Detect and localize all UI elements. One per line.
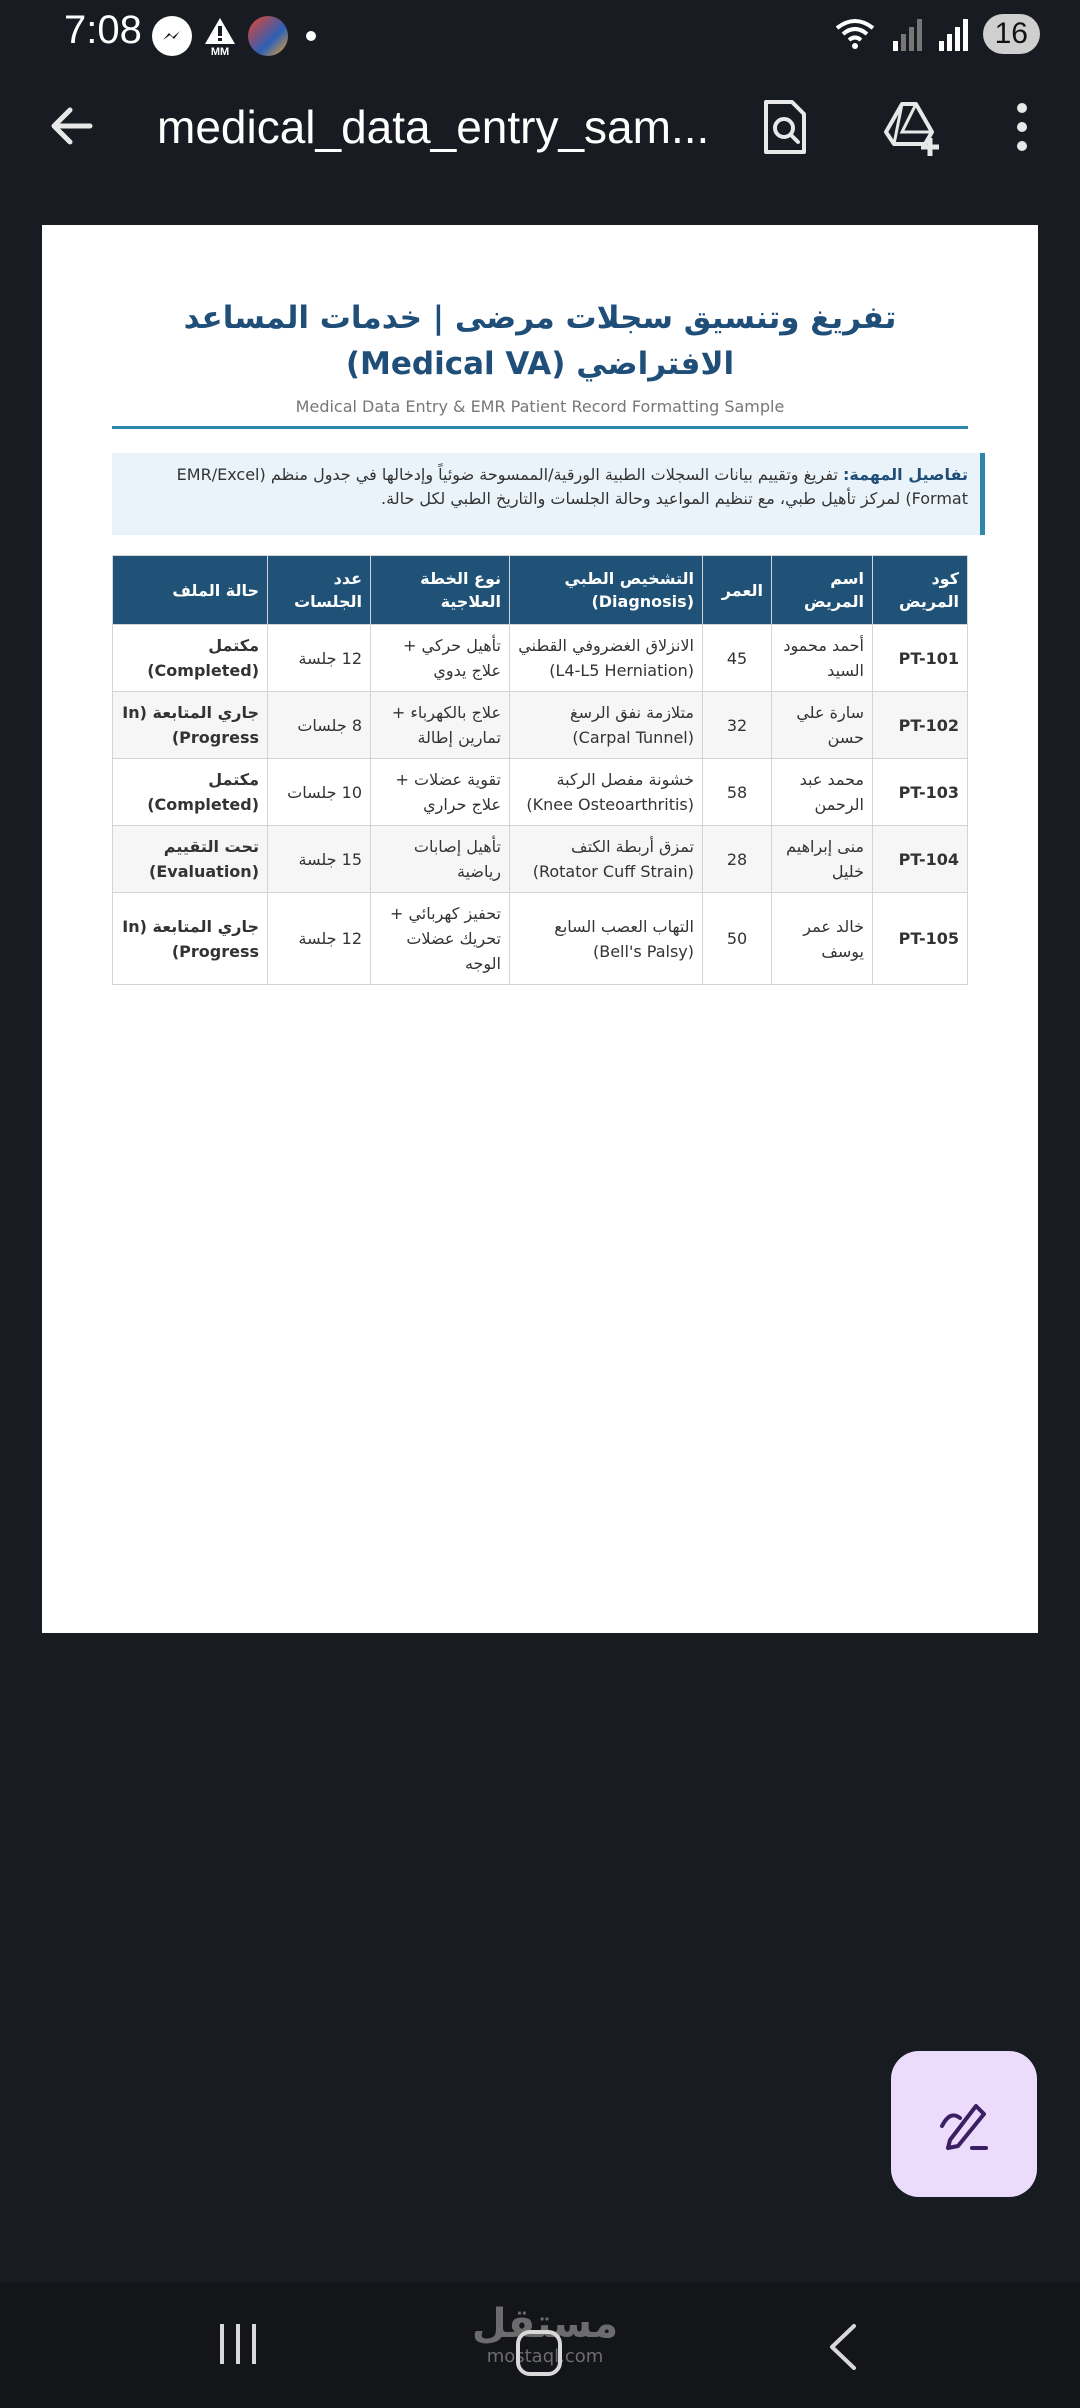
column-header-sessions: عدد الجلسات [268,556,371,625]
patient-diagnosis: متلازمة نفق الرسغ (Carpal Tunnel) [510,692,703,759]
status-bar [0,0,1080,70]
file-status: تحت التقييم (Evaluation) [113,826,268,893]
more-vert-icon [1012,102,1032,152]
table-row [113,625,968,692]
patient-diagnosis: تمزق أربطة الكتف (Rotator Cuff Strain) [510,826,703,893]
treatment-plan: تأهيل إصابات رياضية [371,826,510,893]
document-header [112,295,968,429]
nav-back-icon[interactable] [826,2322,858,2372]
treatment-plan: تحفيز كهربائي + تحريك عضلات الوجه [371,893,510,985]
treatment-plan: علاج بالكهرباء + تمارين إطالة [371,692,510,759]
file-status: جاري المتابعة (In Progress) [113,692,268,759]
treatment-plan: تأهيل حركي + علاج يدوي [371,625,510,692]
patient-age: 50 [703,893,772,985]
patient-name: خالد عمر يوسف [772,893,873,985]
document-subtitle: Medical Data Entry & EMR Patient Record Formatting Sample [295,397,785,416]
column-header-code: كود المريض [873,556,968,625]
app-bar [0,70,1080,180]
system-icons [833,14,1040,54]
patient-age: 45 [703,625,772,692]
back-arrow-icon [40,94,104,158]
column-header-name: اسم المريض [772,556,873,625]
messenger-icon [152,16,192,56]
patient-diagnosis: التهاب العصب السابع (Bell's Palsy) [510,893,703,985]
table-row [113,826,968,893]
watermark-arabic: مستقل [471,2301,619,2347]
session-count: 12 جلسة [268,893,371,985]
patient-diagnosis: خشونة مفصل الركبة (Knee Osteoarthritis) [510,759,703,826]
svg-text:MM: MM [210,46,230,56]
table-row [113,692,968,759]
status-time: 7:08 [64,8,142,52]
patient-age: 58 [703,759,772,826]
more-notifications-dot [306,31,316,41]
patient-name: أحمد محمود السيد [772,625,873,692]
patient-code: PT-104 [873,826,968,893]
notification-icons [152,16,316,56]
patient-code: PT-101 [873,625,968,692]
file-status: مكتمل (Completed) [113,625,268,692]
heading-line-2: الافتراضي (Medical VA) [345,346,735,382]
wifi-icon [833,16,877,52]
header-divider [112,426,968,429]
session-count: 10 جلسات [268,759,371,826]
patient-age: 28 [703,826,772,893]
table-header-row [113,556,968,625]
patient-age: 32 [703,692,772,759]
heading-line-1: تفريغ وتنسيق سجلات مرضى | خدمات المساعد [183,300,897,336]
task-label: تفاصيل المهمة: [843,465,968,484]
recents-icon[interactable] [218,2322,258,2366]
document-search-icon [760,98,810,156]
patient-diagnosis: الانزلاق الغضروفي القطني (L4-L5 Herniation) [510,625,703,692]
patient-code: PT-103 [873,759,968,826]
back-button[interactable] [40,94,104,158]
session-count: 15 جلسة [268,826,371,893]
document-title: medical_data_entry_sam... [157,101,710,153]
find-in-document-button[interactable] [750,92,820,162]
column-header-diagnosis: التشخيص الطبي (Diagnosis) [510,556,703,625]
file-status: مكتمل (Completed) [113,759,268,826]
edit-pen-icon [936,2096,992,2152]
watermark-latin: mostaql.com [486,2346,604,2367]
document-heading [112,295,968,387]
add-to-drive-button[interactable] [878,92,948,162]
file-status: جاري المتابعة (In Progress) [113,893,268,985]
patients-table [112,555,968,985]
session-count: 8 جلسات [268,692,371,759]
table-row [113,893,968,985]
session-count: 12 جلسة [268,625,371,692]
patient-name: سارة علي حسن [772,692,873,759]
drive-add-icon [882,98,944,156]
table-row [113,759,968,826]
system-navigation-bar [0,2282,1080,2408]
more-options-button[interactable] [987,92,1057,162]
edit-fab-button[interactable] [891,2051,1037,2197]
document-page [42,225,1038,1633]
warning-icon [202,16,238,56]
column-header-status: حالة الملف [113,556,268,625]
patient-name: منى إبراهيم خليل [772,826,873,893]
task-details-text [122,463,968,511]
task-description: تفريغ وتقييم بيانات السجلات الطبية الورقية/الممسوحة ضوئياً وإدخالها في جدول منظم (EMR/Excel Format) لمركز تأهيل طبي، مع تنظيم المواعيد وحالة الجلسات والتاريخ الطبي لكل حالة. [176,465,968,508]
column-header-age: العمر [703,556,772,625]
battery-indicator: 16 [983,14,1040,54]
task-details-box [112,453,985,535]
patient-code: PT-102 [873,692,968,759]
patient-code: PT-105 [873,893,968,985]
home-button[interactable] [516,2330,562,2376]
patient-name: محمد عبد الرحمن [772,759,873,826]
signal-weak-icon [891,17,923,51]
app-notification-icon [248,16,288,56]
treatment-plan: تقوية عضلات + علاج حراري [371,759,510,826]
signal-strong-icon [937,17,969,51]
column-header-plan: نوع الخطة العلاجية [371,556,510,625]
